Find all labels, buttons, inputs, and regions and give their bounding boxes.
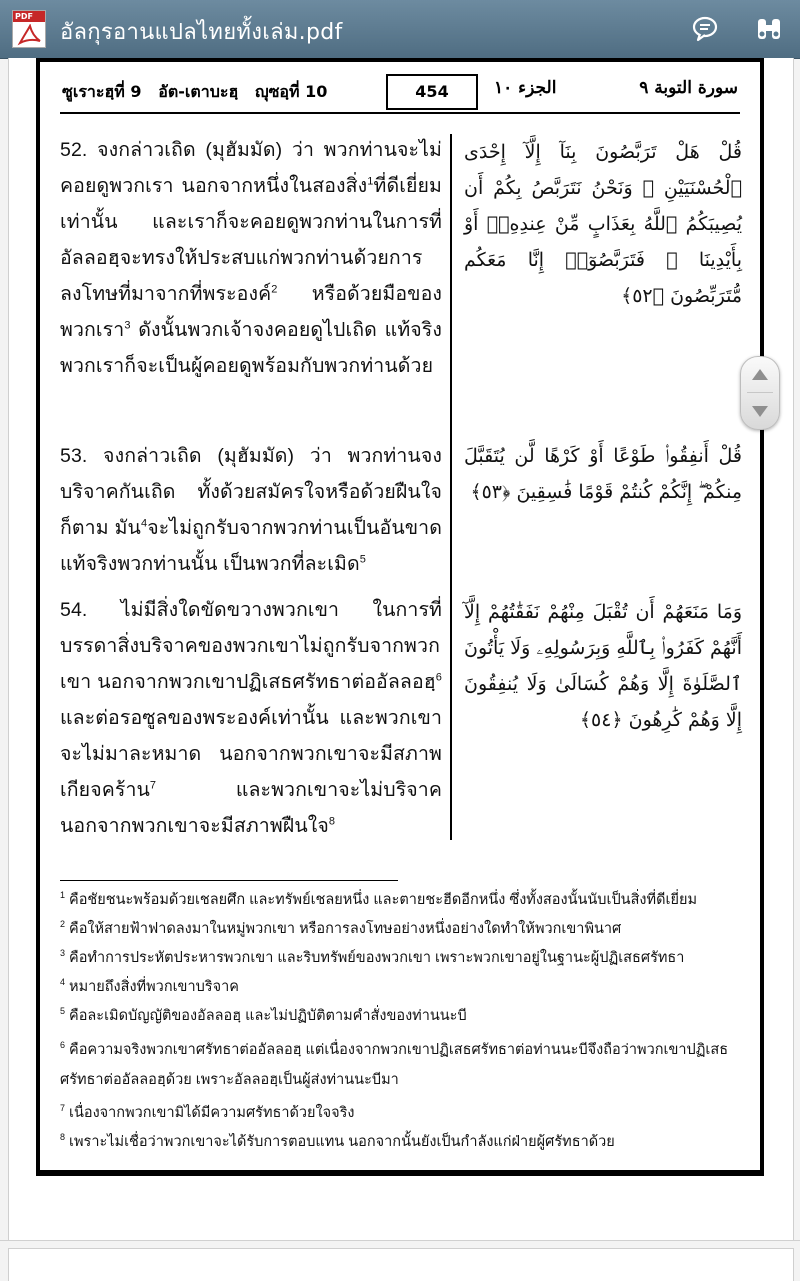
- verse-text: 54. ไม่มีสิ่งใดขัดขวางพวกเขา ในการที่บรรดาสิ่งบริจาคของพวกเขาไม่ถูกรับจากพวกเขา นอกจากพวกเขาปฏิเสธศรัทธาต่ออัลลอฮฺ: [60, 599, 442, 693]
- speech-bubble-icon: [691, 15, 719, 43]
- verse-text: จะไม่ถูกรับจากพวกท่านเป็นอันขาด แท้จริงพวกท่านนั้น เป็นพวกที่ละเมิด: [60, 517, 442, 575]
- page-scroll-control[interactable]: [740, 356, 780, 430]
- footnote-text: หมายถึงสิ่งที่พวกเขาบริจาค: [69, 979, 239, 995]
- footnote-text: คือละเมิดบัญญัติของอัลลอฮฺ และไม่ปฏิบัติตามคำสั่งของท่านนะบี: [69, 1008, 467, 1024]
- verse-text: และต่อรอซูลของพระองค์เท่านั้น และพวกเขาจะไม่มาละหมาด นอกจากพวกเขาจะมีสภาพเกียจคร้าน: [60, 707, 442, 801]
- verse-text: ดังนั้นพวกเจ้าจงคอยดูไปเถิด แท้จริงพวกเราก็จะเป็นผู้คอยดูพร้อมกับพวกท่านด้วย: [60, 319, 442, 377]
- pdf-icon-label: PDF: [13, 11, 45, 22]
- footnote-6: [60, 1035, 750, 1095]
- footnote-7: [60, 1103, 750, 1123]
- scroll-up-arrow-icon[interactable]: [752, 369, 768, 380]
- header-chapter-thai: ซูเราะฮฺที่ 9 อัต-เตาบะฮฺ ญุซอฺที่ 10: [62, 82, 328, 101]
- footnote-number: 8: [60, 1132, 66, 1143]
- page-number: 454: [386, 74, 478, 110]
- header-juz-arabic: الجزء ١٠: [494, 78, 557, 98]
- verse-text: 52. จงกล่าวเถิด (มุฮัมมัด) ว่า พวกท่านจะไม่คอยดูพวกเรา นอกจากหนึ่งในสองสิ่ง: [60, 139, 442, 197]
- footnote-number: 2: [60, 919, 66, 930]
- footnote-text: คือชัยชนะพร้อมด้วยเชลยศึก และทรัพย์เชลยหนึ่ง และตายชะฮีดอีกหนึ่ง ซึ่งทั้งสองนั้นนับเป็นสิ่งที่ดีเยี่ยม: [69, 892, 697, 908]
- footnote-ref[interactable]: 7: [149, 779, 157, 792]
- footnote-2: [60, 919, 750, 939]
- footnote-number: 3: [60, 948, 66, 959]
- footnote-4: [60, 977, 750, 997]
- verse-54-arabic: وَمَا مَنَعَهُمْ أَن تُقْبَلَ مِنْهُمْ نَفَقَٰتُهُمْ إِلَّآ أَنَّهُمْ كَفَرُوا۟ بِٱللَّهِ وَبِرَسُولِهِۦ وَلَا يَأْتُونَ ٱلصَّلَوٰةَ إِلَّا وَهُمْ كُسَالَىٰ وَلَا يُنفِقُونَ إِلَّا وَهُمْ كَٰرِهُونَ ﴿٥٤﴾: [464, 601, 742, 731]
- title-bar: [0, 0, 800, 59]
- footnote-number: 5: [60, 1006, 66, 1017]
- pdf-file-icon: [12, 10, 46, 48]
- footnote-number: 6: [60, 1040, 66, 1051]
- pdf-page: [36, 58, 764, 1176]
- footnote-text: คือความจริงพวกเขาศรัทธาต่ออัลลอฮฺ แต่เนื่องจากพวกเขาปฏิเสธศรัทธาต่อท่านนะบีจึงถือว่าพวกเขาปฏิเสธศรัทธาต่ออัลลอฮฺด้วย เพราะอัลลอฮฺเป็นผู้ส่งท่านนะบีมา: [60, 1042, 729, 1088]
- footnote-text: เพราะไม่เชื่อว่าพวกเขาจะได้รับการตอบแทน นอกจากนั้นยังเป็นกำลังแก่ฝ่ายผู้ศรัทธาด้วย: [69, 1134, 615, 1150]
- header-surah-arabic: سورة التوبة ٩: [639, 78, 738, 98]
- footnote-number: 7: [60, 1103, 66, 1114]
- document-title: อัลกุรอานแปลไทยทั้งเล่ม.pdf: [60, 20, 343, 45]
- footnote-text: คือให้สายฟ้าฟาดลงมาในหมู่พวกเขา หรือการลงโทษอย่างหนึ่งอย่างใดทำให้พวกเขาพินาศ: [69, 921, 622, 937]
- footnote-text: คือทำการประหัตประหารพวกเขา และริบทรัพย์ของพวกเขา เพราะพวกเขาอยู่ในฐานะผู้ปฏิเสธศรัทธา: [69, 950, 685, 966]
- acrobat-logo-icon: [17, 24, 43, 46]
- page-header: [60, 72, 740, 114]
- footnote-5: [60, 1006, 750, 1026]
- verse-53-arabic: قُلْ أَنفِقُوا۟ طَوْعًا أَوْ كَرْهًا لَّن يُتَقَبَّلَ مِنكُمْ ۖ إِنَّكُمْ كُنتُمْ قَوْمًا فَٰسِقِينَ ﴿٥٣﴾: [464, 445, 742, 503]
- page-content: [40, 62, 760, 1170]
- verse-text: 53. จงกล่าวเถิด (มุฮัมมัด) ว่า พวกท่านจงบริจาคกันเถิด ทั้งด้วยสมัครใจหรือด้วยฝืนใจก็ตาม มัน: [60, 445, 442, 539]
- verse-53-translation: [60, 438, 442, 582]
- scroll-control-divider: [747, 392, 773, 393]
- binoculars-icon: [755, 15, 783, 43]
- footnote-ref[interactable]: 5: [359, 553, 366, 566]
- verse-text: และพวกเขาจะไม่บริจาค นอกจากพวกเขาจะมีสภาพฝืนใจ: [60, 779, 442, 837]
- footnote-ref[interactable]: 8: [328, 815, 336, 828]
- comment-button[interactable]: [688, 12, 722, 46]
- verse-52-arabic: قُلْ هَلْ تَرَبَّصُونَ بِنَآ إِلَّآ إِحْدَى ٱلْحُسْنَيَيْنِ ۖ وَنَحْنُ نَتَرَبَّصُ بِكُمْ أَن يُصِيبَكُمُ ٱللَّهُ بِعَذَابٍ مِّنْ عِندِهِۦٓ أَوْ بِأَيْدِينَا ۖ فَتَرَبَّصُوٓا۟ إِنَّا مَعَكُم مُّتَرَبِّصُونَ ﴿٥٢﴾: [464, 141, 742, 307]
- footnote-number: 4: [60, 977, 66, 988]
- footnote-3: [60, 948, 750, 968]
- footnote-ref[interactable]: 6: [435, 671, 442, 684]
- column-divider: [450, 134, 452, 840]
- footnote-text: เนื่องจากพวกเขามิได้มีความศรัทธาด้วยใจจริง: [69, 1105, 355, 1121]
- footnote-1: [60, 890, 750, 910]
- verse-54-translation: [60, 592, 442, 844]
- footnote-ref[interactable]: 1: [367, 175, 374, 188]
- verse-52-translation: [60, 132, 442, 384]
- verse-text: หรือด้วยมือของพวกเรา: [60, 283, 442, 341]
- scroll-down-arrow-icon[interactable]: [752, 406, 768, 417]
- view-mode-button[interactable]: [752, 12, 786, 46]
- footnote-8: [60, 1132, 750, 1152]
- footnote-number: 1: [60, 890, 66, 901]
- footnote-ref[interactable]: 4: [140, 517, 148, 530]
- footnotes: [60, 890, 750, 1161]
- footnote-ref[interactable]: 3: [124, 319, 131, 332]
- next-page-preview[interactable]: [8, 1248, 794, 1281]
- footnote-separator: [60, 880, 398, 881]
- verse-text: ที่ดีเยี่ยมเท่านั้น และเราก็จะคอยดูพวกท่านในการที่อัลลอฮฺจะทรงให้ประสบแก่พวกท่านด้วยการลงโทษที่มาจากที่พระองค์: [60, 175, 442, 305]
- footnote-ref[interactable]: 2: [271, 283, 278, 296]
